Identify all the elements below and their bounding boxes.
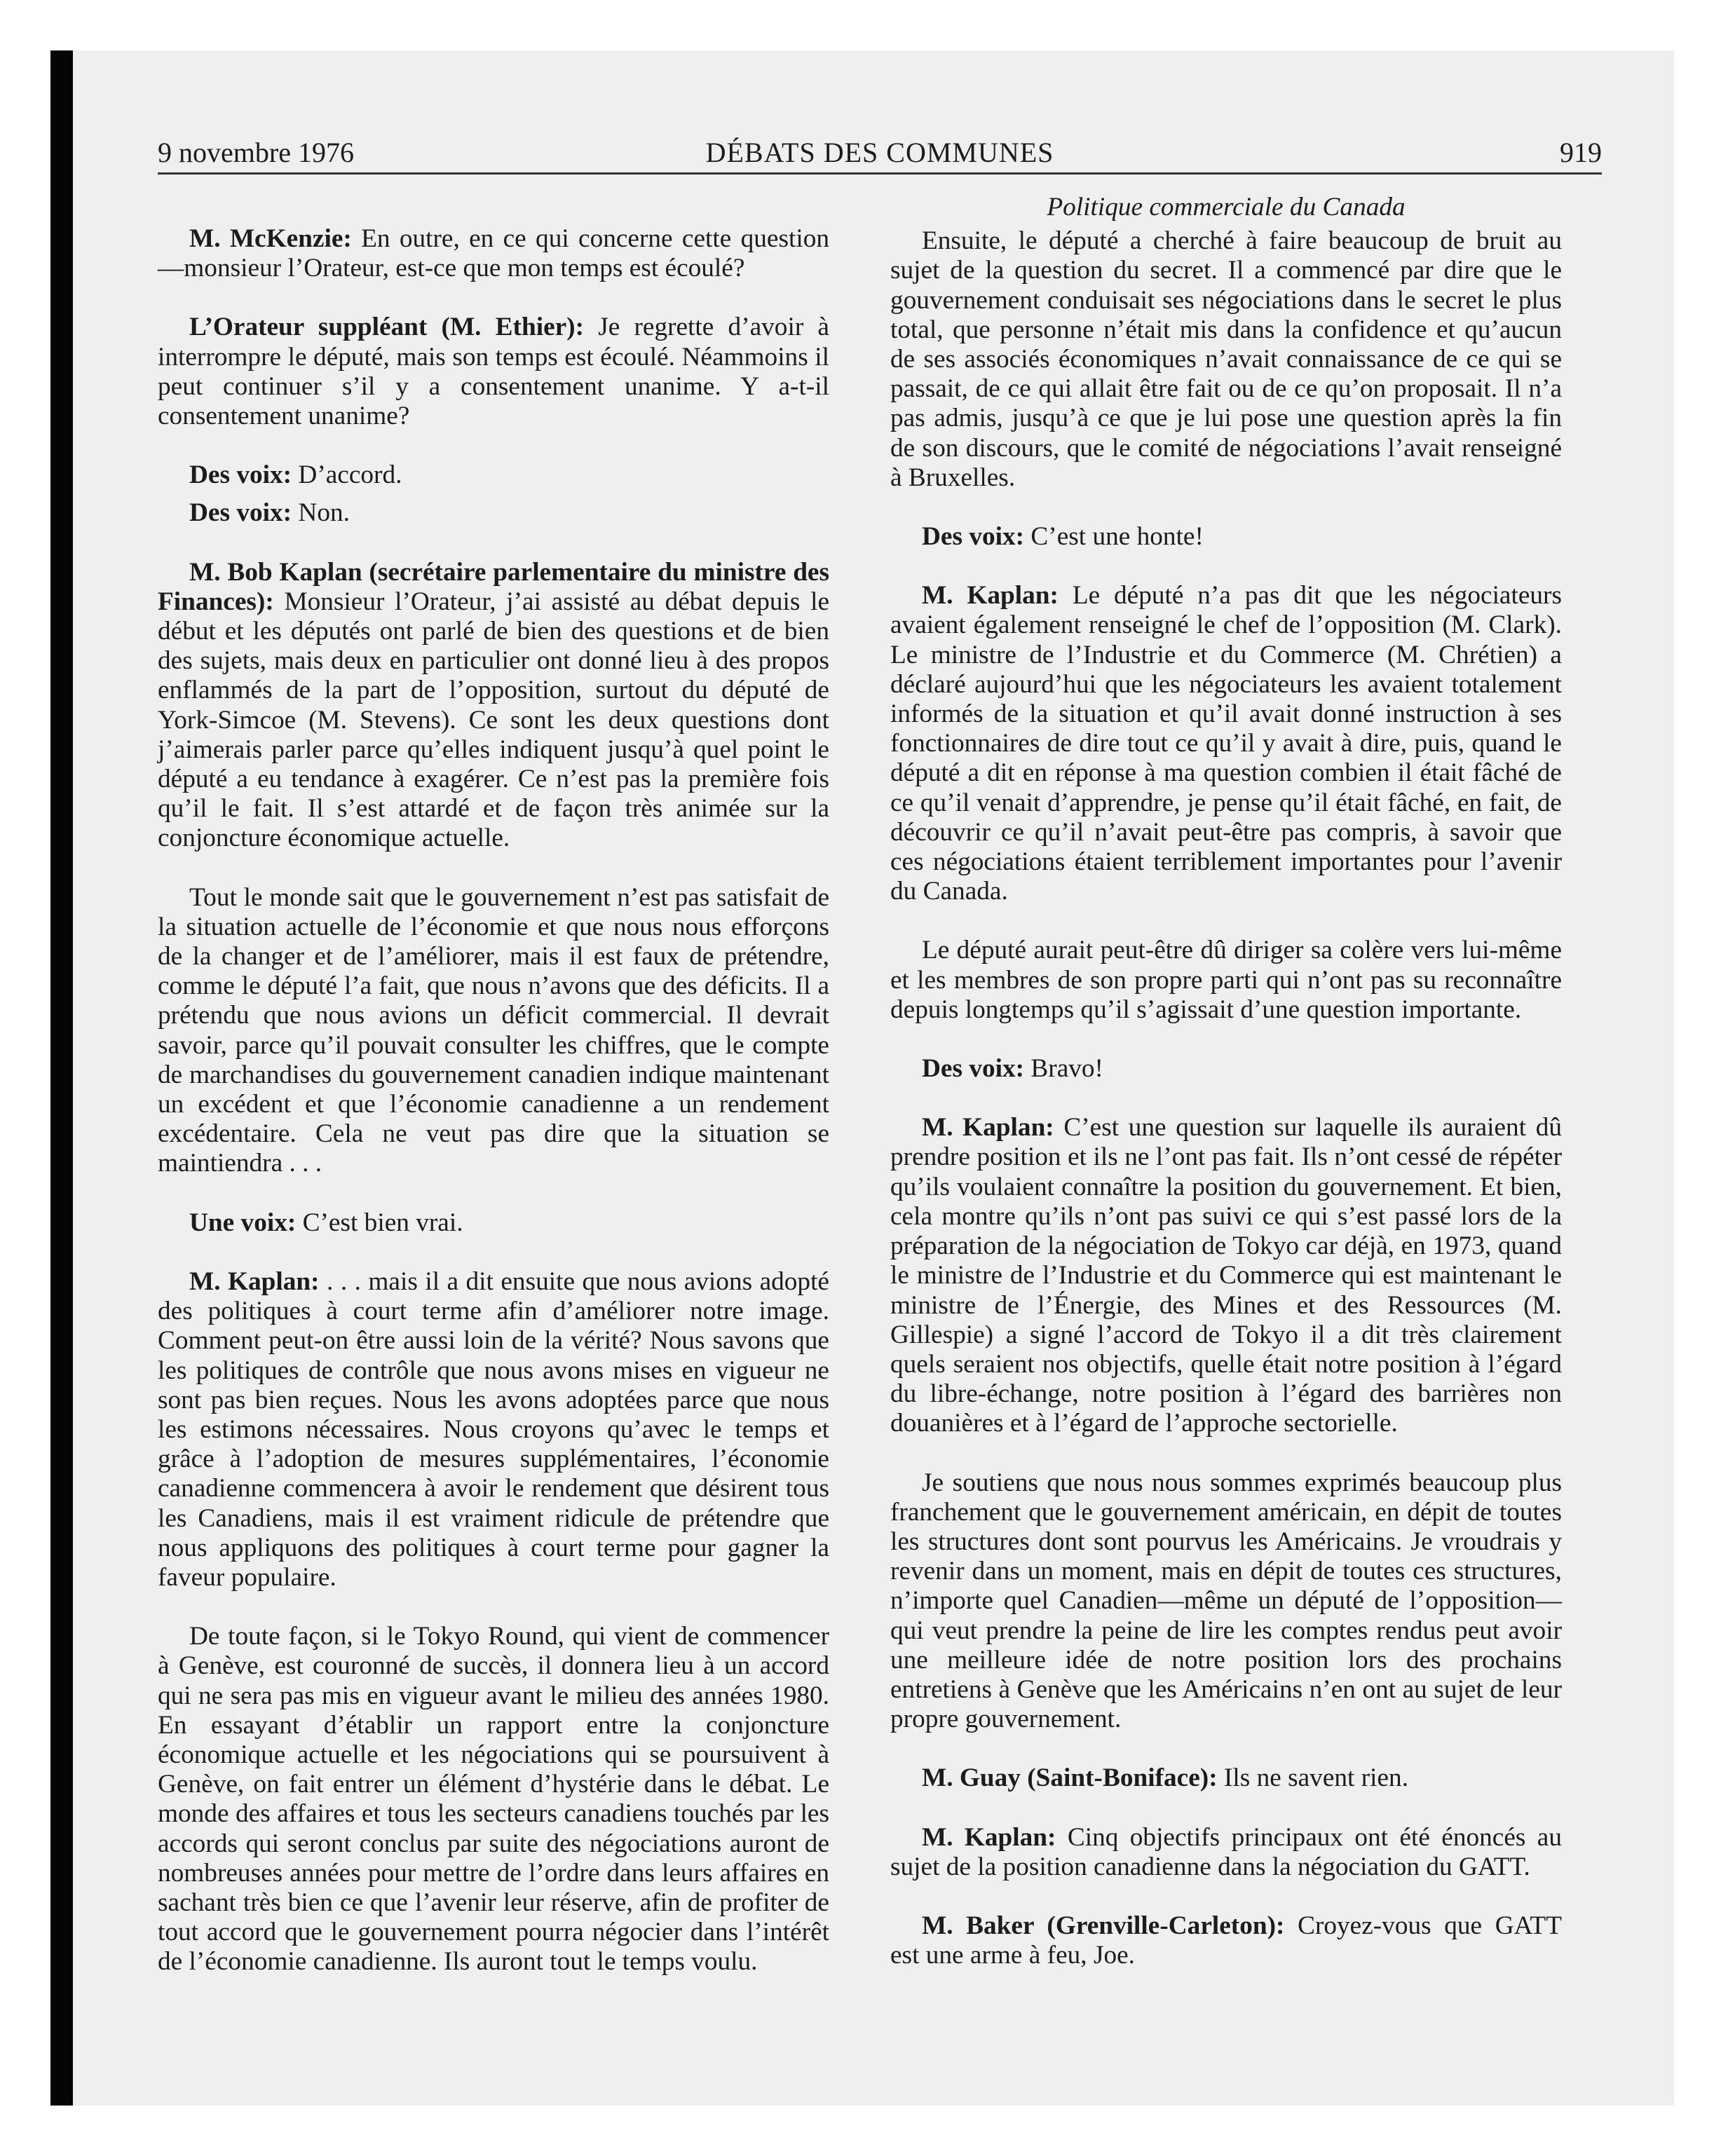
paragraph-text: Le député aurait peut-être dû diriger sa colère vers lui-même et les membres de son propre parti qui n’ont pas su reconnaître depuis longtemps qu’il s’agissait d’une question importante. [890, 936, 1562, 1024]
speaker-name: Des voix: [189, 460, 292, 490]
paragraph [158, 224, 829, 283]
paragraph-text: Tout le monde sait que le gouvernement n’est pas satisfait de la situation actuelle de l’économie et que nous nous efforçons de la changer et de l’améliorer, mais il est faux de prétendre, comme le député l’a fait, que nous n’avons que des déficits. Il a prétendu que nous avions un déficit commercial. Il devrait savoir, parce qu’il pouvait consulter les chiffres, que le compte de marchandises du gouvernement canadien indique maintenant un excédent et que l’économie canadienne a un rendement excédentaire. Cela ne veut pas dire que la situation se maintiendra . . . [158, 882, 829, 1178]
paragraph-text: C’est bien vrai. [302, 1208, 463, 1237]
paragraph-text: Cinq objectifs principaux ont été énoncés au sujet de la position canadienne dans la négociation du GATT. [890, 1822, 1562, 1881]
header-title: DÉBATS DES COMMUNES [705, 137, 1054, 168]
speaker-name: M. Kaplan: [922, 1822, 1056, 1852]
header-page-number: 919 [1560, 137, 1602, 168]
speaker-name: M. Bob Kaplan (secrétaire parlementaire du ministre des Finances): [158, 557, 829, 616]
speaker-name: M. Baker (Grenville-Carleton): [922, 1911, 1285, 1940]
speaker-name: M. McKenzie: [189, 224, 352, 253]
paragraph-text: C’est une question sur laquelle ils auraient dû prendre position et ils ne l’ont pas fait. Ils n’ont cessé de répéter qu’ils voulaient connaître la position du gouvernement. Et bien, cela montre qu’ils n’ont pas suivi ce qui s’est passé lors de la préparation de la négociation de Tokyo car déjà, en 1973, quand le ministre de l’Industrie et du Commerce qui est maintenant le ministre de l’Énergie, des Mines et des Ressources (M. Gillespie) a signé l’accord de Tokyo il a dit très clairement quels seraient nos objectifs, quelle était notre position à l’égard du libre-échange, notre position à l’égard des barrières non douanières et à l’égard de l’approche sectorielle. [890, 1113, 1562, 1438]
paragraph-text: Ensuite, le député a cherché à faire beaucoup de bruit au sujet de la question du secret. Il a commencé par dire que le gouvernement conduisait ses négociations dans le secret le plus total, que personne n’était mis dans la confidence et qu’aucun de ses associés économiques n’avait connaissance de ce qui se passait, de ce qui allait être fait ou de ce qu’on proposait. Il n’a pas admis, jusqu’à ce que je lui pose une question après la fin de son discours, que le comité de négociations l’avait renseigné à Bruxelles. [890, 226, 1562, 492]
paragraph-text: Monsieur l’Orateur, j’ai assisté au débat depuis le début et les députés ont parlé de bien des questions et de bien des sujets, mais deux en particulier ont donné lieu à des propos enflammés de la part de l’opposition, surtout du député de York-Simcoe (M. Stevens). Ce sont les deux questions dont j’aimerais parler parce qu’elles indiquent jusqu’à quel point le député a eu tendance à exagérer. Ce n’est pas la première fois qu’il le fait. Il s’est attardé et de façon très animée sur la conjoncture économique actuelle. [158, 587, 829, 853]
paragraph [158, 313, 829, 431]
paragraph [158, 558, 829, 854]
paragraph-text: D’accord. [298, 460, 402, 490]
paragraph-text: C’est une honte! [1030, 522, 1204, 552]
speaker-name: M. Guay (Saint-Boniface): [922, 1763, 1218, 1793]
paragraph [890, 1468, 1562, 1735]
paragraph [890, 581, 1562, 906]
speaker-name: L’Orateur suppléant (M. Ethier): [189, 313, 585, 342]
right-column [890, 193, 1562, 2029]
paragraph-text: Ils ne savent rien. [1223, 1763, 1409, 1793]
paragraph-text: Je regrette d’avoir à interrompre le député, mais son temps est écoulé. Néammoins il peut continuer s’il y a consentement unanime. Y a-t-il consentement unanime? [158, 313, 829, 431]
paragraph [158, 883, 829, 1179]
speaker-name: M. Kaplan: [922, 1113, 1054, 1142]
paragraph [890, 936, 1562, 1025]
paragraph [890, 522, 1562, 552]
section-heading: Politique commerciale du Canada [1047, 193, 1406, 221]
paragraph-text: Le député n’a pas dit que les négociateurs avaient également renseigné le chef de l’opposition (M. Clark). Le ministre de l’Industrie et du Commerce (M. Chrétien) a déclaré aujourd’hui que les négociateurs les avaient totalement informés de la situation et qu’il avait donné instruction à ses fonctionnaires de dire tout ce qu’il y avait à dire, puis, quand le député a dit en réponse à ma question combien il était fâché de ce qu’il venait d’apprendre, je pense qu’il était fâché, en fait, de découvrir ce qu’il n’avait peut-être pas compris, à savoir que ces négociations étaient terriblement importantes pour l’avenir du Canada. [890, 581, 1562, 906]
paragraph [890, 226, 1562, 493]
paragraph [890, 1054, 1562, 1084]
header-date: 9 novembre 1976 [158, 137, 354, 168]
paragraph [890, 1763, 1562, 1793]
paragraph [158, 498, 829, 528]
paragraph-text: Non. [298, 498, 350, 528]
left-column [158, 224, 829, 2061]
header-rule [158, 172, 1602, 175]
scan-edge-bar [50, 50, 73, 2106]
paragraph [890, 1911, 1562, 1970]
paragraph [158, 1267, 829, 1592]
paragraph [158, 1208, 829, 1238]
paragraph-text: Bravo! [1030, 1054, 1103, 1084]
speaker-name: Une voix: [189, 1208, 297, 1237]
paragraph [158, 1622, 829, 1977]
paragraph [158, 460, 829, 490]
speaker-name: M. Kaplan: [189, 1267, 320, 1296]
paragraph [890, 1823, 1562, 1882]
speaker-name: Des voix: [922, 1054, 1025, 1084]
paragraph-text: En outre, en ce qui concerne cette question—monsieur l’Orateur, est-ce que mon temps est écoulé? [158, 224, 829, 283]
paragraph [890, 1113, 1562, 1438]
paragraph-text: De toute façon, si le Tokyo Round, qui vient de commencer à Genève, est couronné de succès, il donnera lieu à un accord qui ne sera pas mis en vigueur avant le milieu des années 1980. En essayant d’établir un rapport entre la conjoncture économique actuelle et les négociations qui se poursuivent à Genève, on fait entrer un élément d’hystérie dans le débat. Le monde des affaires et tous les secteurs canadiens touchés par les accords qui seront conclus par suite des négociations auront de nombreuses années pour mettre de l’ordre dans leurs affaires en sachant très bien ce que l’avenir leur réserve, afin de profiter de tout accord que le gouvernement pourra négocier dans l’intérêt de l’économie canadienne. Ils auront tout le temps voulu. [158, 1622, 829, 1977]
page-header [158, 133, 1602, 172]
speaker-name: Des voix: [922, 522, 1025, 552]
paragraph-text: Je soutiens que nous nous sommes exprimés beaucoup plus franchement que le gouvernement américain, en dépit de toutes les structures dont sont pourvus les Américains. Je vroudrais y revenir dans un moment, mais en dépit de toutes ces structures, n’importe quel Canadien—même un député de l’opposition—qui veut prendre la peine de lire les comptes rendus peut avoir une meilleure idée de notre position lors des prochains entretiens à Genève que les Américains n’en ont au sujet de leur propre gouvernement. [890, 1468, 1562, 1734]
speaker-name: M. Kaplan: [922, 581, 1059, 610]
paragraph-text: Croyez-vous que GATT est une arme à feu, Joe. [890, 1911, 1562, 1970]
paragraph-text: . . . mais il a dit ensuite que nous avions adopté des politiques à court terme afin d’améliorer notre image. Comment peut-on être aussi loin de la vérité? Nous savons que les politiques de contrôle que nous avons mises en vigueur ne sont pas bien reçues. Nous les avons adoptées parce que nous les estimons nécessaires. Nous croyons qu’avec le temps et grâce à l’adoption de mesures supplémentaires, l’économie canadienne commencera à avoir le rendement que désirent tous les Canadiens, mais il est vraiment ridicule de prétendre que nous appliquons des politiques à court terme pour gagner la faveur populaire. [158, 1267, 829, 1592]
speaker-name: Des voix: [189, 498, 292, 528]
